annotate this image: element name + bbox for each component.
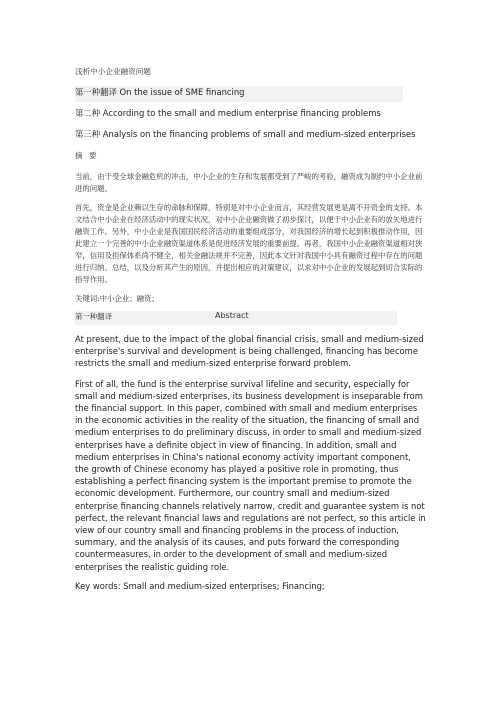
translation-variant-2: 第二种 According to the small and medium enterprise financing problems <box>75 108 381 118</box>
paragraph-en: First of all, the fund is the enterprise survival lifeline and security, especially for small and medium-sized enterprises, its business development is inseparable from the financial support. In this paper, combined with small and medium enterprises in the economic activities in the reality of the situation, the financing of small and medium enterprises to do preliminary discuss, in order to small and medium-sized enterprises have a definite object in view of financing. In addition, small and medium enterprises in China's national economy activity important component, the growth of Chinese economy has played a positive role in promoting, thus establishing a perfect financing system is the important premise to promote the economic development. Furthermore, our country small and medium-sized enterprise financing channels relatively narrow, credit and guarantee system is not perfect, the relevant financial laws and regulations are not perfect, so this article in view of our country small and financing problems in the process of induction, summary, and the analysis of its causes, and puts forward the corresponding countermeasures, in order to the development of small and medium-sized enterprises the realistic guiding role. <box>75 378 426 572</box>
translation-label: 第一种翻译 <box>75 312 112 321</box>
document-body <box>75 66 427 591</box>
paragraph-zh: 首先，资金是企业赖以生存的命脉和保障，特别是对中小企业而言，其经营发展更是离不开资金的支持。本文结合中小企业在经济活动中的现实状况，对中小企业融资做了初步探讨，以便于中小企业有的放矢地进行融资工作。另外，中小企业是我国国民经济活动的重要组成部分，对我国经济的增长起到积极推动作用，因此建立一个完善的中小企业融资渠道体系是促进经济发展的重要前提。再者，我国中小企业融资渠道相对狭窄，信用及担保体系尚不健全，相关金融法规并不完善，因此本文针对我国中小具有融资过程中存在的问题进行归纳、总结，以及分析其产生的原因，并提出相应的对策建议，以求对中小企业的发展起到切合实际的指导作用。 <box>75 203 423 284</box>
abstract-heading-en-row <box>75 311 397 325</box>
paragraph-en: At present, due to the impact of the global financial crisis, small and medium-sized enterprise's survival and development is being challenged, financing has become restricts the small and medium-sized enterprise forward problem. <box>75 334 424 369</box>
keywords-zh: 关键词:中小企业；融资； <box>75 294 159 303</box>
keywords-en: Key words: Small and medium-sized enterprises; Financing; <box>75 580 325 591</box>
document-title: 浅析中小企业融资问题 <box>75 67 151 76</box>
paragraph-zh: 当前，由于受全球金融危机的冲击，中小企业的生存和发展都受到了严峻的考验，融资成为制约中小企业前进的问题。 <box>75 172 423 193</box>
translation-variant-1: 第一种翻译 On the issue of SME financing <box>75 86 403 102</box>
abstract-heading-en: Abstract <box>215 311 249 320</box>
abstract-heading-zh: 摘 要 <box>75 151 99 160</box>
translation-variant-3: 第三种 Analysis on the financing problems of small and medium-sized enterprises <box>75 129 416 139</box>
